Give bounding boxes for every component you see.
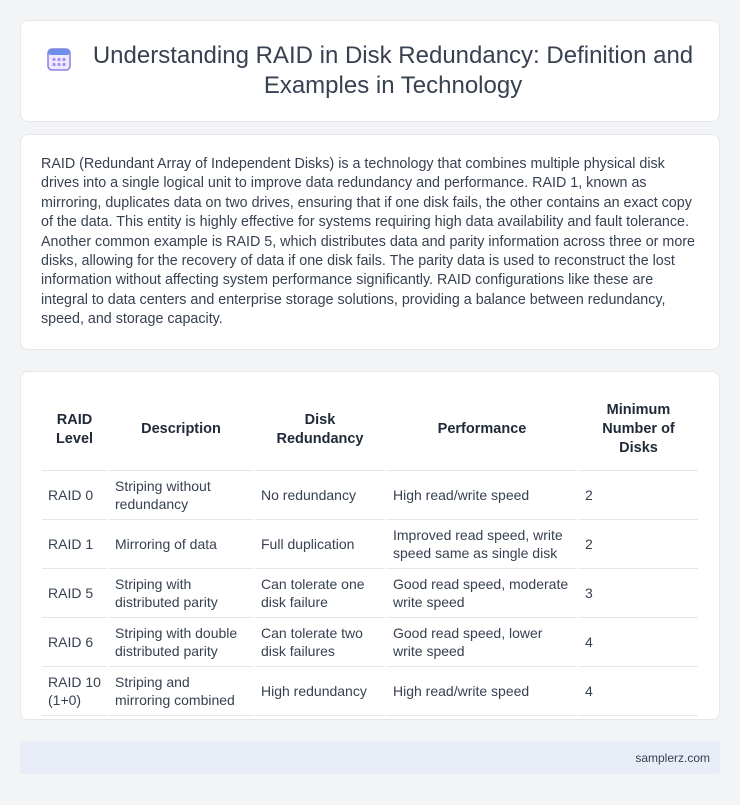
cell-disk-redundancy: Full duplication [254,519,386,568]
cell-description: Striping with double distributed parity [108,617,254,666]
title-wrap [45,41,695,101]
cell-minimum-disks: 4 [578,666,698,715]
cell-disk-redundancy: No redundancy [254,470,386,519]
intro-paragraph: RAID (Redundant Array of Independent Disks) is a technology that combines multiple physical disk drives into a single logical unit to improve data redundancy and performance. RAID 1, known as mirroring, duplicates data on two drives, ensuring that if one disk fails, the other contains an exact copy of the data. This entity is highly effective for systems requiring high data availability and fault tolerance. Another common example is RAID 5, which distributes data and parity information across three or more disks, allowing for the recovery of data if one disk fails. The parity data is used to reconstruct the lost information without affecting system performance significantly. RAID configurations like these are integral to data centers and enterprise storage solutions, providing a balance between redundancy, speed, and storage capacity. [41,156,695,328]
header-minimum-disks: Minimum Number of Disks [578,390,698,470]
cell-raid-level: RAID 10 (1+0) [42,666,108,715]
header-performance: Performance [386,390,578,470]
header-raid-level: RAID Level [42,390,108,470]
cell-description: Striping without redundancy [108,470,254,519]
cell-raid-level: RAID 5 [42,568,108,617]
cell-description: Striping with distributed parity [108,568,254,617]
table-row [42,519,698,568]
cell-raid-level: RAID 6 [42,617,108,666]
table-row [42,666,698,715]
title-card [20,20,720,122]
cell-performance: Improved read speed, write speed same as single disk [386,519,578,568]
table-header-row [42,390,698,470]
cell-performance: High read/write speed [386,666,578,715]
cell-performance: Good read speed, lower write speed [386,617,578,666]
footer [20,741,720,774]
cell-performance: Good read speed, moderate write speed [386,568,578,617]
table-row [42,617,698,666]
cell-raid-level: RAID 1 [42,519,108,568]
cell-raid-level: RAID 0 [42,470,108,519]
cell-minimum-disks: 4 [578,617,698,666]
intro-card [20,134,720,350]
cell-disk-redundancy: Can tolerate one disk failure [254,568,386,617]
cell-minimum-disks: 2 [578,470,698,519]
raid-table [42,390,698,716]
cell-description: Striping and mirroring combined [108,666,254,715]
cell-description: Mirroring of data [108,519,254,568]
cell-disk-redundancy: High redundancy [254,666,386,715]
table-row [42,568,698,617]
table-card [20,371,720,720]
cell-performance: High read/write speed [386,470,578,519]
table-row [42,470,698,519]
cell-minimum-disks: 3 [578,568,698,617]
cell-disk-redundancy: Can tolerate two disk failures [254,617,386,666]
footer-site-link[interactable]: samplerz.com [635,750,710,765]
header-description: Description [108,390,254,470]
cell-minimum-disks: 2 [578,519,698,568]
page-title: Understanding RAID in Disk Redundancy: Definition and Examples in Technology [92,42,694,99]
header-disk-redundancy: Disk Redundancy [254,390,386,470]
calendar-grid-icon [45,45,73,73]
